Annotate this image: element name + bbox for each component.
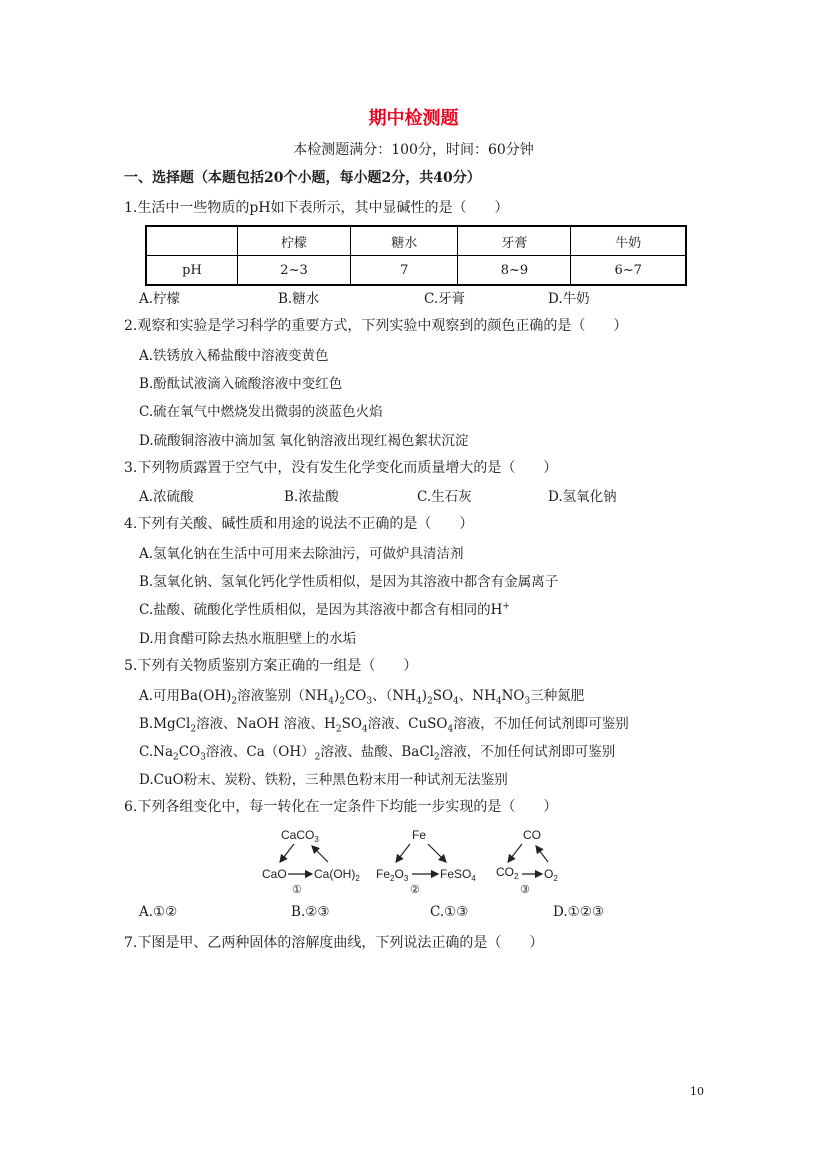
text: 溶液，不加任何试剂即可鉴别 bbox=[439, 744, 616, 760]
q4-option-c bbox=[139, 598, 510, 618]
q4-option-b: B.氢氧化钠、氢氧化钙化学性质相似，是因为其溶液中都含有金属离子 bbox=[139, 574, 559, 590]
label-feso4: FeSO$_4$ bbox=[440, 867, 476, 883]
table-header-row bbox=[146, 226, 686, 256]
arrow bbox=[428, 844, 446, 862]
table-cell: 柠檬 bbox=[238, 226, 351, 256]
q2-option-a: A.铁锈放入稀盐酸中溶液变黄色 bbox=[139, 348, 329, 364]
arrow bbox=[396, 844, 410, 862]
text: CO bbox=[344, 688, 367, 704]
table-cell: 8~9 bbox=[458, 256, 571, 286]
text: NO bbox=[501, 688, 525, 704]
question-2-stem: 2.观察和实验是学习科学的重要方式，下列实验中观察到的颜色正确的是（ ） bbox=[124, 318, 628, 334]
text: 、（NH bbox=[372, 688, 416, 704]
q5-option-d: D.CuO粉末、炭粉、铁粉，三种黑色粉末用一种试剂无法鉴别 bbox=[139, 772, 508, 788]
text: 溶液鉴别（NH bbox=[237, 688, 329, 704]
subscript: 2 bbox=[335, 724, 342, 735]
q6-option-b: B.②③ bbox=[291, 904, 330, 920]
q1-option-c: C.牙膏 bbox=[424, 291, 466, 307]
subscript: 4 bbox=[415, 696, 422, 707]
superscript: + bbox=[502, 601, 510, 612]
arrow bbox=[508, 844, 522, 862]
label-fe2o3: $Fe_2O_3$ bbox=[376, 867, 409, 883]
table-cell: 牛奶 bbox=[571, 226, 686, 256]
subscript: 2 bbox=[190, 724, 197, 735]
q3-option-d: D.氢氧化钠 bbox=[548, 489, 617, 505]
q2-option-b: B.酚酞试液滴入硫酸溶液中变红色 bbox=[139, 376, 343, 392]
label-num-2: ② bbox=[410, 884, 420, 896]
arrow bbox=[280, 844, 294, 862]
subscript: 4 bbox=[328, 696, 334, 707]
text: 溶液、CuSO bbox=[367, 716, 448, 732]
q3-option-b: B.浓盐酸 bbox=[284, 489, 339, 505]
q4-option-d: D.用食醋可除去热水瓶胆壁上的水垢 bbox=[139, 631, 357, 647]
subscript: 2 bbox=[231, 696, 238, 707]
label-co: CO bbox=[523, 828, 541, 842]
subscript: 2 bbox=[339, 696, 345, 707]
label-caoh2: $Ca(OH)_2$ bbox=[314, 867, 360, 883]
diagram-group-2 bbox=[376, 828, 476, 896]
table-cell bbox=[146, 226, 238, 256]
label-cao: CaO bbox=[262, 867, 287, 881]
subscript: 2 bbox=[314, 752, 321, 763]
question-5-stem: 5.下列有关物质鉴别方案正确的一组是（ ） bbox=[124, 658, 418, 674]
text: 溶液、盐酸、BaCl bbox=[320, 744, 434, 760]
q6-option-c: C.①③ bbox=[430, 904, 469, 920]
label-fe: Fe bbox=[412, 828, 427, 842]
question-7-stem: 7.下图是甲、乙两种固体的溶解度曲线，下列说法正确的是（ ） bbox=[124, 935, 544, 951]
arrow bbox=[312, 846, 328, 862]
q4-option-a: A.氢氧化钠在生活中可用来去除油污，可做炉具清洁剂 bbox=[139, 546, 464, 562]
page-number: 10 bbox=[690, 1085, 704, 1098]
table-cell: pH bbox=[146, 256, 238, 286]
label-caco3: CaCO$_3$ bbox=[281, 828, 319, 844]
subscript: 4 bbox=[447, 724, 454, 735]
q5-option-a bbox=[139, 684, 584, 707]
ph-table bbox=[145, 225, 687, 286]
conversion-diagram bbox=[250, 822, 580, 904]
text: 溶液、Ca（OH） bbox=[205, 744, 315, 760]
label-co2: $CO_2$ bbox=[496, 865, 519, 881]
q4-option-c-text: C.盐酸、硫酸化学性质相似，是因为其溶液中都含有相同的H bbox=[139, 602, 503, 618]
q6-option-a: A.①② bbox=[139, 904, 178, 920]
table-cell: 牙膏 bbox=[458, 226, 571, 256]
table-row bbox=[146, 256, 686, 286]
q5-option-b bbox=[139, 712, 629, 735]
subscript: 3 bbox=[200, 752, 206, 763]
text: 三种氮肥 bbox=[530, 688, 585, 704]
subscript: 3 bbox=[366, 696, 373, 707]
q1-option-b: B.糖水 bbox=[278, 291, 320, 307]
text: SO bbox=[341, 716, 362, 732]
text: C.Na bbox=[139, 744, 174, 760]
question-1-stem: 1.生活中一些物质的pH如下表所示，其中显碱性的是（ ） bbox=[124, 200, 509, 216]
table-cell: 7 bbox=[351, 256, 458, 286]
label-o2: $O_2$ bbox=[544, 867, 558, 883]
diagram-group-1 bbox=[262, 828, 360, 896]
q2-option-c: C.硫在氧气中燃烧发出微弱的淡蓝色火焰 bbox=[139, 404, 383, 420]
text: 溶液、NaOH 溶液、H bbox=[196, 716, 336, 732]
q1-option-a: A.柠檬 bbox=[139, 291, 181, 307]
subscript: 2 bbox=[426, 696, 433, 707]
subscript: 4 bbox=[453, 696, 459, 707]
subscript: 3 bbox=[524, 696, 531, 707]
q3-option-c: C.生石灰 bbox=[417, 489, 472, 505]
q5-option-c bbox=[139, 740, 615, 763]
subscript: 4 bbox=[495, 696, 502, 707]
section-heading: 一、选择题（本题包括20个小题，每小题2分，共40分） bbox=[124, 170, 481, 186]
text: CO bbox=[178, 744, 201, 760]
subscript: 2 bbox=[433, 752, 440, 763]
table-cell: 6~7 bbox=[571, 256, 686, 286]
page-title: 期中检测题 bbox=[368, 108, 459, 129]
subscript: 4 bbox=[361, 724, 368, 735]
table-cell: 2~3 bbox=[238, 256, 351, 286]
text: ) bbox=[333, 688, 340, 704]
text: SO bbox=[432, 688, 454, 704]
diagram-group-3 bbox=[496, 828, 558, 896]
text: 溶液，不加任何试剂即可鉴别 bbox=[453, 716, 629, 732]
q6-option-d: D.①②③ bbox=[553, 904, 604, 920]
question-3-stem: 3.下列物质露置于空气中，没有发生化学变化而质量增大的是（ ） bbox=[124, 460, 558, 476]
question-6-stem: 6.下列各组变化中，每一转化在一定条件下均能一步实现的是（ ） bbox=[124, 799, 558, 815]
label-num-3: ③ bbox=[520, 884, 530, 896]
text: B.MgCl bbox=[139, 716, 191, 732]
q3-option-a: A.浓硫酸 bbox=[139, 489, 194, 505]
arrow bbox=[536, 846, 548, 862]
question-4-stem: 4.下列有关酸、碱性质和用途的说法不正确的是（ ） bbox=[124, 516, 474, 532]
text: ) bbox=[421, 688, 427, 704]
text: A.可用Ba(OH) bbox=[139, 688, 232, 704]
label-num-1: ① bbox=[292, 884, 302, 896]
table-cell: 糖水 bbox=[351, 226, 458, 256]
text: 、NH bbox=[458, 688, 496, 704]
subscript: 2 bbox=[173, 752, 179, 763]
q1-option-d: D.牛奶 bbox=[548, 291, 590, 307]
page-subtitle: 本检测题满分：100分，时间：60分钟 bbox=[293, 142, 534, 158]
q2-option-d: D.硫酸铜溶液中滴加氢 氧化钠溶液出现红褐色絮状沉淀 bbox=[139, 433, 469, 449]
